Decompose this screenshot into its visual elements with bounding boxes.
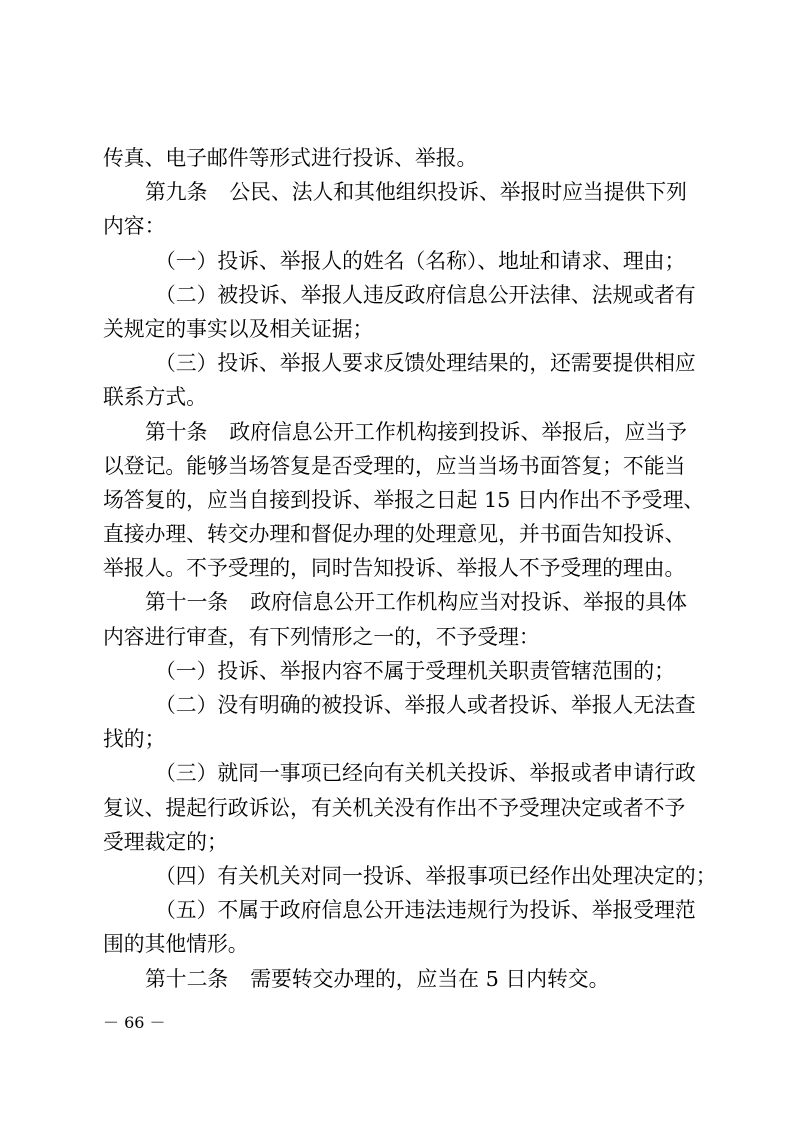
article-label: 第九条: [145, 180, 208, 205]
article-text: 需要转交办理的，应当在 5 日内转交。: [250, 966, 610, 991]
list-item: （一）投诉、举报内容不属于受理机关职责管辖范围的；: [155, 658, 675, 683]
document-body: [103, 141, 717, 996]
text-line: 直接办理、转交办理和督促办理的处理意见，并书面告知投诉、: [103, 522, 686, 547]
article-text: 公民、法人和其他组织投诉、举报时应当提供下列: [229, 180, 687, 205]
text-line: 内容：: [103, 214, 166, 239]
text-line: 关规定的事实以及相关证据；: [103, 316, 374, 341]
list-item: （三）投诉、举报人要求反馈处理结果的，还需要提供相应: [155, 351, 696, 376]
text-line: 以登记。能够当场答复是否受理的，应当当场书面答复；不能当: [103, 453, 686, 478]
list-item: （二）被投诉、举报人违反政府信息公开法律、法规或者有: [155, 282, 696, 307]
article-twelve-heading-line: [103, 962, 693, 996]
article-eleven-heading-line: [103, 585, 693, 619]
list-item: （三）就同一事项已经向有关机关投诉、举报或者申请行政: [155, 761, 696, 786]
list-item: （四）有关机关对同一投诉、举报事项已经作出处理决定的；: [155, 863, 717, 888]
text-line: 受理裁定的；: [103, 829, 228, 854]
text-line: 内容进行审查，有下列情形之一的，不予受理：: [103, 624, 540, 649]
text-line: 找的；: [103, 727, 166, 752]
list-item: （一）投诉、举报人的姓名（名称）、地址和请求、理由；: [155, 248, 686, 273]
article-label: 第十二条: [145, 966, 229, 991]
text-line: 传真、电子邮件等形式进行投诉、举报。: [103, 146, 478, 170]
article-text: 政府信息公开工作机构接到投诉、举报后，应当予: [229, 419, 687, 444]
article-label: 第十条: [145, 419, 208, 444]
article-label: 第十一条: [145, 590, 229, 615]
article-ten-heading-line: [103, 415, 693, 449]
list-item: （二）没有明确的被投诉、举报人或者投诉、举报人无法查: [155, 693, 696, 717]
text-line: 场答复的，应当自接到投诉、举报之日起 15 日内作出不予受理、: [103, 487, 705, 512]
text-line: 联系方式。: [103, 385, 207, 410]
page-number: － 66 －: [103, 1013, 166, 1032]
article-text: 政府信息公开工作机构应当对投诉、举报的具体: [250, 590, 687, 615]
article-nine-heading-line: [103, 175, 693, 209]
list-item: （五）不属于政府信息公开违法违规行为投诉、举报受理范: [155, 898, 696, 923]
text-line: 举报人。不予受理的，同时告知投诉、举报人不予受理的理由。: [103, 556, 686, 581]
text-line: 复议、提起行政诉讼，有关机关没有作出不予受理决定或者不予: [103, 795, 686, 820]
text-line: 围的其他情形。: [103, 932, 249, 957]
